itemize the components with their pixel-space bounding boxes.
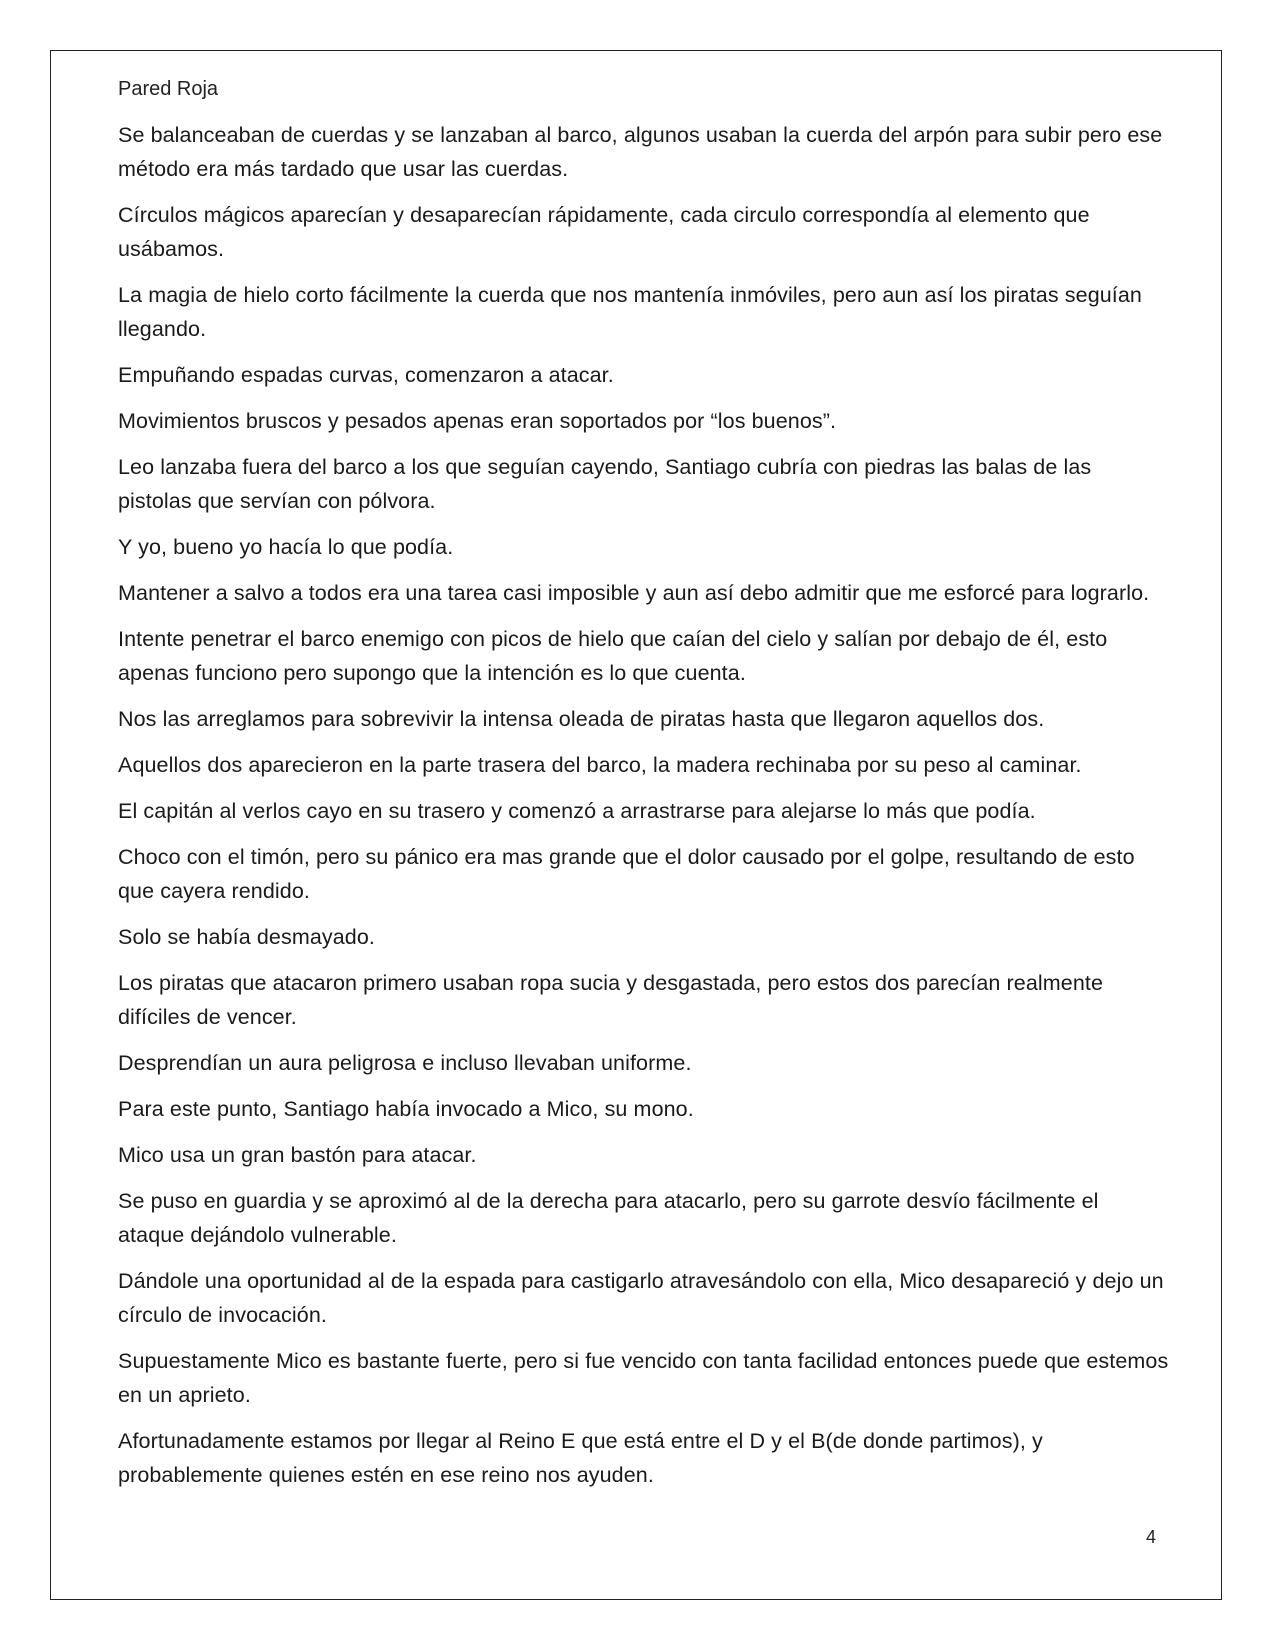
- paragraph: Mantener a salvo a todos era una tarea casi imposible y aun así debo admitir que me esforcé para lograrlo.: [118, 581, 1150, 605]
- paragraph: Mico usa un gran bastón para atacar.: [118, 1143, 477, 1167]
- paragraph: Solo se había desmayado.: [118, 925, 375, 949]
- paragraph: Dándole una oportunidad al de la espada para castigarlo atravesándolo con ella, Mico desapareció y dejo un círculo de invocación.: [118, 1269, 1164, 1327]
- paragraph: Desprendían un aura peligrosa e incluso llevaban uniforme.: [118, 1051, 692, 1075]
- paragraph: Los piratas que atacaron primero usaban ropa sucia y desgastada, pero estos dos parecían realmente difíciles de vencer.: [118, 971, 1104, 1029]
- paragraph: Supuestamente Mico es bastante fuerte, pero si fue vencido con tanta facilidad entonces puede que estemos en un aprieto.: [118, 1349, 1169, 1407]
- paragraph: Nos las arreglamos para sobrevivir la intensa oleada de piratas hasta que llegaron aquellos dos.: [118, 707, 1045, 731]
- paragraph: Empuñando espadas curvas, comenzaron a atacar.: [118, 363, 614, 387]
- paragraph: Intente penetrar el barco enemigo con picos de hielo que caían del cielo y salían por debajo de él, esto apenas funciono pero supongo que la intención es lo que cuenta.: [118, 627, 1108, 685]
- page-number: 4: [1146, 1527, 1157, 1547]
- paragraph: Se puso en guardia y se aproximó al de la derecha para atacarlo, pero su garrote desvío fácilmente el ataque dejándolo vulnerable.: [118, 1189, 1099, 1247]
- paragraph: La magia de hielo corto fácilmente la cuerda que nos mantenía inmóviles, pero aun así los piratas seguían llegando.: [118, 283, 1142, 341]
- paragraph: Se balanceaban de cuerdas y se lanzaban al barco, algunos usaban la cuerda del arpón para subir pero ese método era más tardado que usar las cuerdas.: [118, 123, 1163, 181]
- paragraph: Choco con el timón, pero su pánico era mas grande que el dolor causado por el golpe, resultando de esto que cayera rendido.: [118, 845, 1135, 903]
- paragraph: Movimientos bruscos y pesados apenas eran soportados por “los buenos”.: [118, 409, 837, 433]
- paragraph: Círculos mágicos aparecían y desaparecían rápidamente, cada circulo correspondía al elemento que usábamos.: [118, 203, 1090, 261]
- paragraph: Afortunadamente estamos por llegar al Reino E que está entre el D y el B(de donde partimos), y probablemente quienes estén en ese reino nos ayuden.: [118, 1429, 1043, 1487]
- paragraph: El capitán al verlos cayo en su trasero y comenzó a arrastrarse para alejarse lo más que podía.: [118, 799, 1036, 823]
- paragraph: Y yo, bueno yo hacía lo que podía.: [118, 535, 454, 559]
- paragraph: Para este punto, Santiago había invocado a Mico, su mono.: [118, 1097, 694, 1121]
- page-header: Pared Roja: [118, 78, 219, 100]
- paragraph: Leo lanzaba fuera del barco a los que seguían cayendo, Santiago cubría con piedras las balas de las pistolas que servían con pólvora.: [118, 455, 1092, 513]
- paragraph: Aquellos dos aparecieron en la parte trasera del barco, la madera rechinaba por su peso al caminar.: [118, 753, 1082, 777]
- document-body: [118, 118, 1170, 1504]
